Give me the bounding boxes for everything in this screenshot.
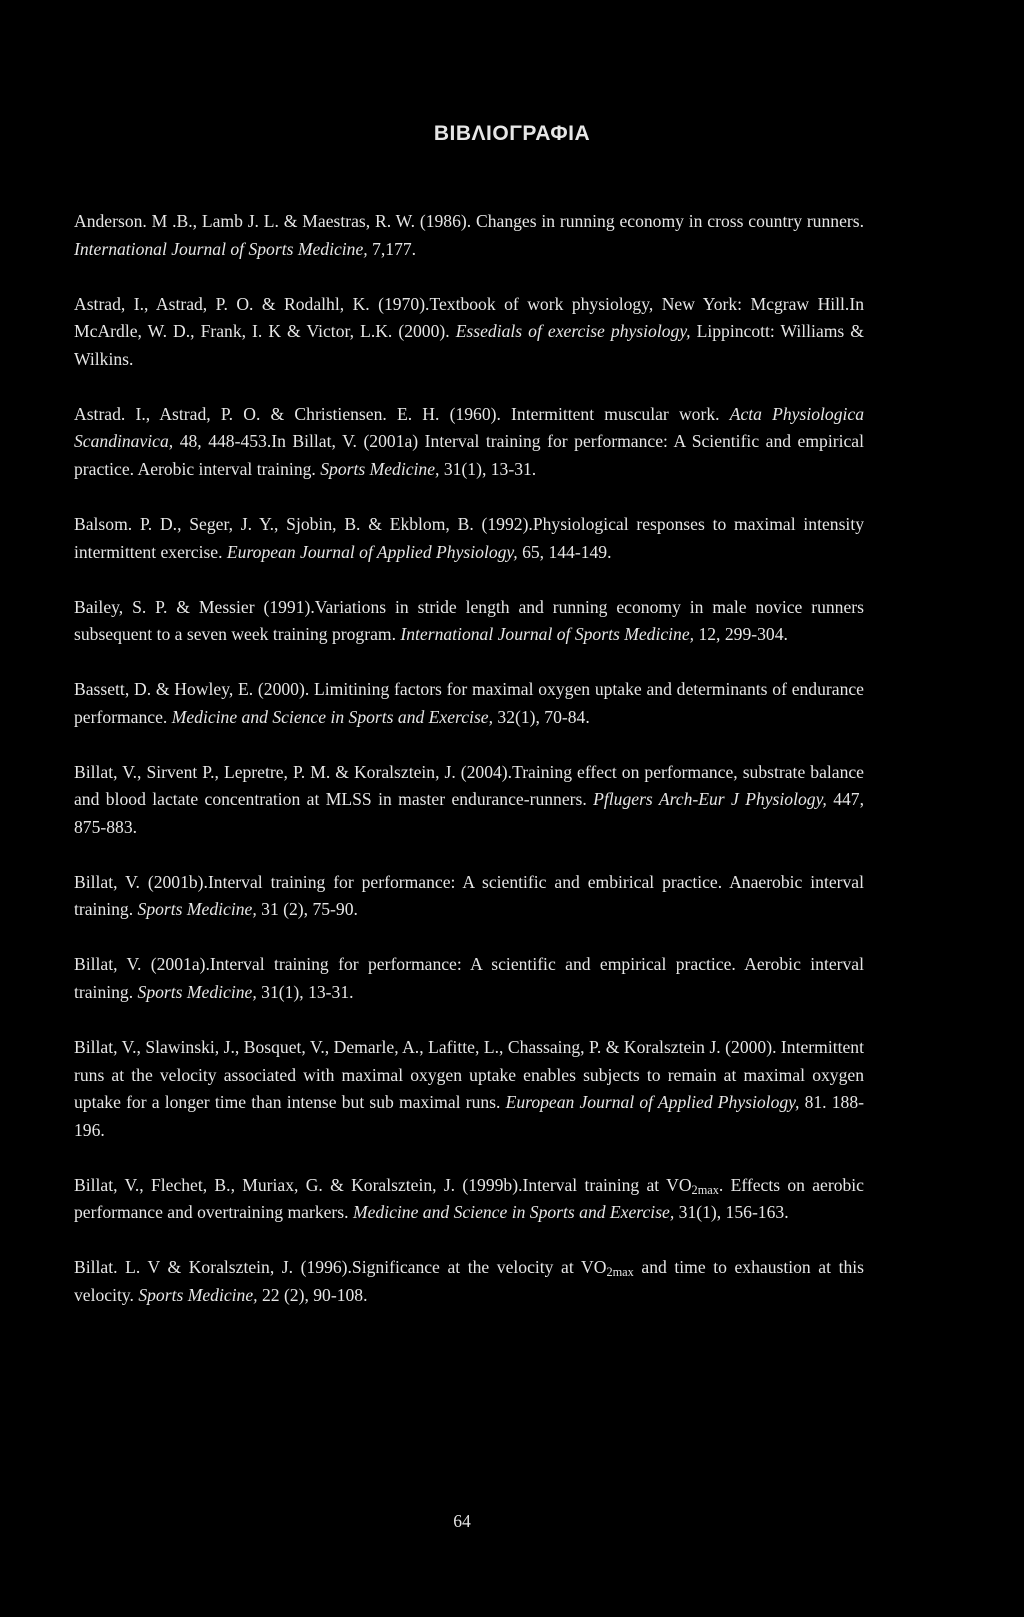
reference-text: 22 (2), 90-108. — [257, 1284, 368, 1305]
reference-text: Billat. L. V & Koralsztein, J. (1996).Significance at the velocity at VO — [74, 1257, 607, 1278]
page-number: 64 — [453, 1511, 471, 1531]
reference-text: 7,177. — [367, 238, 417, 259]
subscript: 2max — [691, 1182, 719, 1197]
reference-text: Billat, V., Sirvent P., Lepretre, P. M. & Koralsztein, J. (2004).Training effect on performance, substrate balance and blood lactate concentration at MLSS in master endurance-runners. — [74, 761, 864, 810]
reference-item — [74, 291, 864, 374]
reference-text: Billat, V., Slawinski, J., Bosquet, V., Demarle, A., Lafitte, L., Chassaing, P. & Koralsztein J. (2000). Intermittent runs at the velocity associated with maximal oxygen uptake enables subjects to remain at maximal oxygen uptake for a longer time than intense but sub maximal runs. — [74, 1036, 864, 1113]
reference-item — [74, 1172, 864, 1227]
reference-item — [74, 869, 864, 924]
reference-text: 31 (2), 75-90. — [256, 899, 358, 920]
reference-text: 447, 875-883. — [74, 789, 864, 837]
reference-journal: Essedials of exercise physiology, — [455, 321, 691, 342]
reference-journal: Sports Medicine, — [138, 1284, 258, 1305]
reference-text: 65, 144-149. — [517, 541, 612, 562]
reference-list — [74, 208, 864, 1337]
reference-text: Billat, V., Flechet, B., Muriax, G. & Koralsztein, J. (1999b).Interval training at VO — [74, 1174, 692, 1195]
reference-item — [74, 951, 864, 1006]
reference-text: Billat, V. (2001a).Interval training for performance: A scientific and empirical practice. Aerobic interval training. — [74, 954, 864, 1002]
reference-item — [74, 511, 864, 566]
reference-journal: International Journal of Sports Medicine, — [74, 238, 368, 259]
reference-text: Astrad, I., Astrad, P. O. & Rodalhl, K. (1970).Textbook of work physiology, New York: Mcgraw Hill.In McArdle, W. D., Frank, I. K & Victor, L.K. (2000). — [74, 293, 864, 342]
reference-text: 31(1), 13-31. — [439, 458, 537, 479]
reference-journal: Medicine and Science in Sports and Exercise, — [171, 706, 493, 727]
reference-text: . Effects on aerobic performance and overtraining markers. — [74, 1174, 864, 1223]
reference-text: Anderson. M .B., Lamb J. L. & Maestras, R. W. (1986). Changes in running economy in cross country runners. — [74, 211, 864, 231]
reference-text: 31(1), 156-163. — [674, 1202, 789, 1223]
reference-journal: Sports Medicine, — [320, 458, 440, 479]
reference-item — [74, 401, 864, 484]
page-title: ΒΙΒΛΙΟΓΡΑΦΙΑ — [433, 122, 591, 145]
reference-journal: International Journal of Sports Medicine, — [400, 624, 695, 645]
reference-text: 31(1), 13-31. — [256, 982, 354, 1002]
reference-item — [74, 208, 864, 263]
reference-journal: Sports Medicine, — [137, 982, 257, 1002]
reference-journal: Acta Physiologica Scandinavica, — [74, 403, 865, 452]
reference-item — [74, 594, 864, 649]
reference-item — [74, 1254, 864, 1309]
subscript: 2max — [606, 1265, 634, 1280]
reference-text: Billat, V. (2001b).Interval training for performance: A scientific and embirical practice. Anaerobic interval training. — [74, 871, 864, 920]
reference-item — [74, 676, 864, 731]
reference-journal: Medicine and Science in Sports and Exercise, — [352, 1202, 675, 1223]
reference-text: 32(1), 70-84. — [493, 706, 590, 727]
reference-text: and time to exhaustion at this velocity. — [74, 1257, 864, 1305]
reference-item — [74, 759, 864, 842]
reference-text: 12, 299-304. — [694, 624, 788, 645]
reference-text: Bassett, D. & Howley, E. (2000). Limitining factors for maximal oxygen uptake and determinants of endurance performance. — [74, 679, 864, 727]
reference-text: Lippincott: Williams & Wilkins. — [74, 321, 864, 369]
reference-text: 48, 448-453.In Billat, V. (2001a) Interval training for performance: A Scientific and empirical practice. Aerobic interval training. — [74, 431, 864, 479]
reference-text: 81. 188-196. — [74, 1092, 864, 1140]
reference-item — [74, 1034, 864, 1144]
reference-text: Astrad. I., Astrad, P. O. & Christiensen. E. H. (1960). Intermittent muscular work. — [74, 403, 730, 424]
reference-journal: European Journal of Applied Physiology, — [505, 1092, 800, 1113]
reference-journal: Pflugers Arch-Eur J Physiology, — [593, 789, 827, 810]
reference-text: Bailey, S. P. & Messier (1991).Variations in stride length and running economy in male novice runners subsequent to a seven week training program. — [74, 596, 864, 645]
reference-text: Balsom. P. D., Seger, J. Y., Sjobin, B. & Ekblom, B. (1992).Physiological responses to maximal intensity intermittent exercise. — [74, 513, 864, 562]
reference-journal: Sports Medicine, — [137, 899, 257, 920]
reference-journal: European Journal of Applied Physiology, — [226, 541, 518, 562]
